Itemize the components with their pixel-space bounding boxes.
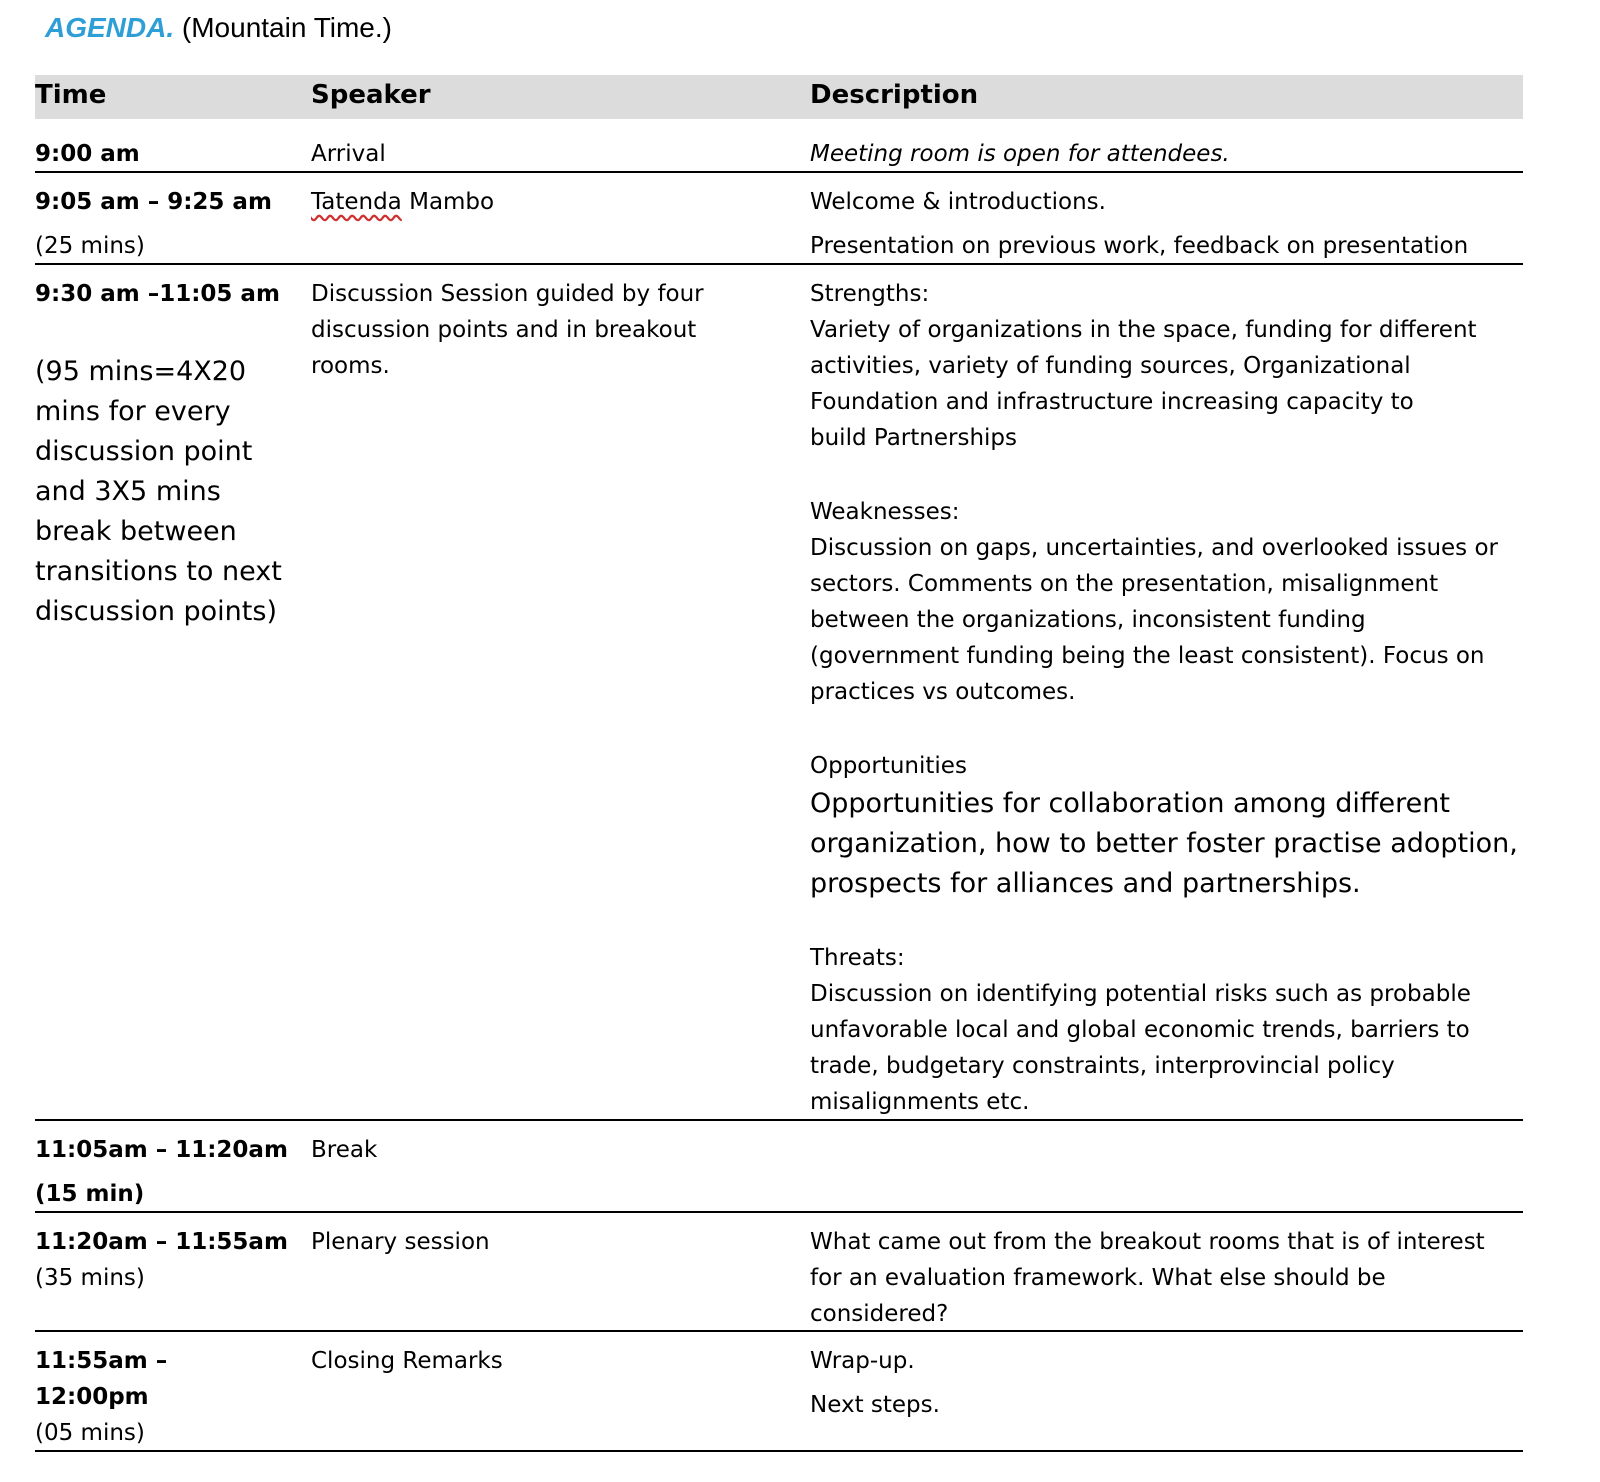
row5-description-3: considered? — [810, 1301, 949, 1327]
speaker-first-name: Tatenda — [311, 189, 402, 215]
row3-note-4: and 3X5 mins — [35, 476, 221, 507]
row3-speaker-3: rooms. — [311, 353, 390, 379]
table-header — [35, 75, 1523, 119]
row2-duration: (25 mins) — [35, 233, 145, 259]
row2-time: 9:05 am – 9:25 am — [35, 189, 272, 215]
row5-description-2: for an evaluation framework. What else should be — [810, 1265, 1386, 1291]
row3-note-5: break between — [35, 516, 237, 547]
row2-description-2: Presentation on previous work, feedback on presentation — [810, 233, 1469, 259]
row1-description: Meeting room is open for attendees. — [810, 141, 1230, 167]
row3-note-1: (95 mins=4X20 — [35, 356, 247, 387]
row3-note-3: discussion point — [35, 436, 253, 467]
row6-duration: (05 mins) — [35, 1420, 145, 1446]
row-divider — [35, 1119, 1523, 1121]
weaknesses-line: Discussion on gaps, uncertainties, and overlooked issues or — [810, 535, 1499, 561]
row3-speaker-2: discussion points and in breakout — [311, 317, 697, 343]
row6-time-end: 12:00pm — [35, 1384, 149, 1410]
row3-note-2: mins for every — [35, 396, 231, 427]
row6-time: 11:55am – — [35, 1348, 168, 1374]
agenda-label: AGENDA. — [45, 12, 175, 43]
header-speaker: Speaker — [311, 80, 431, 110]
timezone-label: (Mountain Time.) — [181, 12, 392, 43]
weaknesses-line: practices vs outcomes. — [810, 679, 1076, 705]
row6-speaker: Closing Remarks — [311, 1348, 503, 1374]
weaknesses-line: sectors. Comments on the presentation, misalignment — [810, 571, 1439, 597]
opportunities-line: Opportunities for collaboration among different — [810, 788, 1450, 819]
row2-speaker — [311, 184, 494, 220]
row4-duration: (15 min) — [35, 1181, 145, 1207]
row-divider — [35, 263, 1523, 265]
opportunities-line: organization, how to better foster practise adoption, — [810, 828, 1518, 859]
row3-time: 9:30 am –11:05 am — [35, 281, 280, 307]
strengths-title: Strengths: — [810, 281, 930, 307]
threats-line: trade, budgetary constraints, interprovincial policy — [810, 1053, 1395, 1079]
row5-duration: (35 mins) — [35, 1265, 145, 1291]
row-divider — [35, 1211, 1523, 1213]
row5-time: 11:20am – 11:55am — [35, 1229, 288, 1255]
strengths-line: Foundation and infrastructure increasing capacity to — [810, 389, 1414, 415]
row3-note-6: transitions to next — [35, 556, 282, 587]
threats-line: unfavorable local and global economic trends, barriers to — [810, 1017, 1470, 1043]
row-divider — [35, 1330, 1523, 1332]
row-divider — [35, 171, 1523, 173]
threats-line: misalignments etc. — [810, 1089, 1030, 1115]
opportunities-line: prospects for alliances and partnerships. — [810, 868, 1361, 899]
row6-description-1: Wrap-up. — [810, 1348, 915, 1374]
strengths-line: activities, variety of funding sources, Organizational — [810, 353, 1411, 379]
speaker-last-name: Mambo — [409, 189, 495, 215]
row1-time: 9:00 am — [35, 141, 140, 167]
header-description: Description — [810, 80, 979, 110]
weaknesses-title: Weaknesses: — [810, 499, 960, 525]
threats-title: Threats: — [810, 945, 905, 971]
strengths-line: Variety of organizations in the space, funding for different — [810, 317, 1477, 343]
row6-description-2: Next steps. — [810, 1392, 940, 1418]
row2-description-1: Welcome & introductions. — [810, 189, 1106, 215]
agenda-title — [45, 12, 392, 44]
weaknesses-line: between the organizations, inconsistent funding — [810, 607, 1366, 633]
weaknesses-line: (government funding being the least consistent). Focus on — [810, 643, 1485, 669]
row-divider — [35, 1450, 1523, 1452]
row5-description-1: What came out from the breakout rooms that is of interest — [810, 1229, 1485, 1255]
row4-speaker: Break — [311, 1137, 378, 1163]
header-time: Time — [35, 80, 107, 110]
row3-note-7: discussion points) — [35, 596, 277, 627]
threats-line: Discussion on identifying potential risks such as probable — [810, 981, 1471, 1007]
opportunities-title: Opportunities — [810, 753, 967, 779]
strengths-line: build Partnerships — [810, 425, 1017, 451]
row4-time: 11:05am – 11:20am — [35, 1137, 288, 1163]
row3-speaker-1: Discussion Session guided by four — [311, 281, 704, 307]
row1-speaker: Arrival — [311, 141, 386, 167]
row5-speaker: Plenary session — [311, 1229, 490, 1255]
